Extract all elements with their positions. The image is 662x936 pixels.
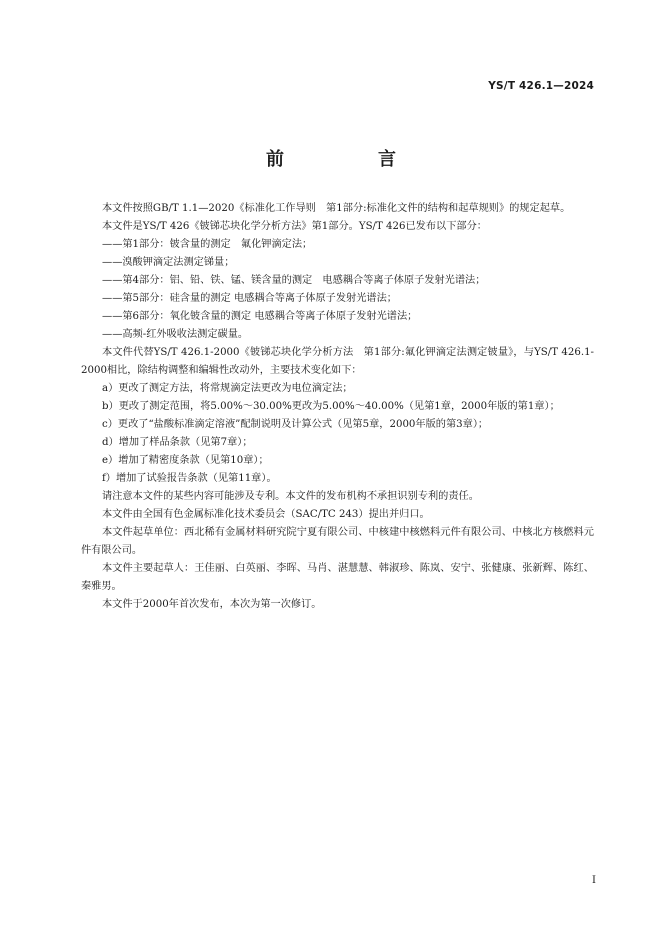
paragraph-history: 本文件于2000年首次发布，本次为第一次修订。 [102, 599, 322, 610]
list-item-change: f）增加了试验报告条款（见第11章）。 [102, 473, 277, 484]
paragraph-patent-notice: 请注意本文件的某些内容可能涉及专利。本文件的发布机构不承担识别专利的责任。 [102, 491, 479, 502]
list-item-change: d）增加了样品条款（见第7章）； [102, 437, 253, 448]
list-item-change: c）更改了“盐酸标准滴定溶液”配制说明及计算公式（见第5章，2000年版的第3章）； [102, 419, 489, 430]
paragraph-drafting-units: 本文件起草单位：西北稀有金属材料研究院宁夏有限公司、中核建中核燃料元件有限公司、中核北方核燃料元件有限公司。 [81, 527, 594, 556]
standard-code: YS/T 426.1—2024 [488, 80, 594, 92]
list-item-change: e）增加了精密度条款（见第10章）； [102, 455, 269, 466]
list-item-part: ——溴酸钾滴定法测定锑量； [102, 257, 235, 268]
paragraph-drafters: 本文件主要起草人：王佳丽、白英丽、李晖、马肖、湛慧慧、韩淑珍、陈岚、安宁、张健康、张新辉、陈红、秦雅男。 [81, 563, 594, 592]
list-item-part: ——第4部分：铝、铅、铁、锰、镁含量的测定 电感耦合等离子体原子发射光谱法； [102, 275, 486, 286]
paragraph-series-intro: 本文件是YS/T 426《铍锑芯块化学分析方法》第1部分。YS/T 426已发布以下部分： [102, 221, 487, 232]
foreword-body [81, 200, 594, 614]
list-item-change: a）更改了测定方法，将常规滴定法更改为电位滴定法； [102, 383, 353, 394]
paragraph-proposer: 本文件由全国有色金属标准化技术委员会（SAC/TC 243）提出并归口。 [102, 509, 430, 520]
list-item-part: ——第1部分：铍含量的测定 氟化钾滴定法； [102, 239, 313, 250]
list-item-part: ——高频-红外吸收法测定碳量。 [102, 329, 249, 340]
page-title: 前 言 [266, 149, 434, 170]
paragraph-drafting-rules: 本文件按照GB/T 1.1—2020《标准化工作导则 第1部分:标准化文件的结构和起草规则》的规定起草。 [102, 203, 571, 214]
list-item-part: ——第5部分：硅含量的测定 电感耦合等离子体原子发射光谱法； [102, 293, 397, 304]
page-number: I [592, 875, 596, 886]
paragraph-replaces: 本文件代替YS/T 426.1-2000《铍锑芯块化学分析方法 第1部分:氟化钾滴定法测定铍量》，与YS/T 426.1-2000相比，除结构调整和编辑性改动外，主要技术变化如下： [81, 347, 594, 376]
list-item-part: ——第6部分：氧化铍含量的测定 电感耦合等离子体原子发射光谱法； [102, 311, 418, 322]
list-item-change: b）更改了测定范围，将5.00%～30.00%更改为5.00%～40.00%（见第1章，2000年版的第1章）； [102, 401, 560, 412]
